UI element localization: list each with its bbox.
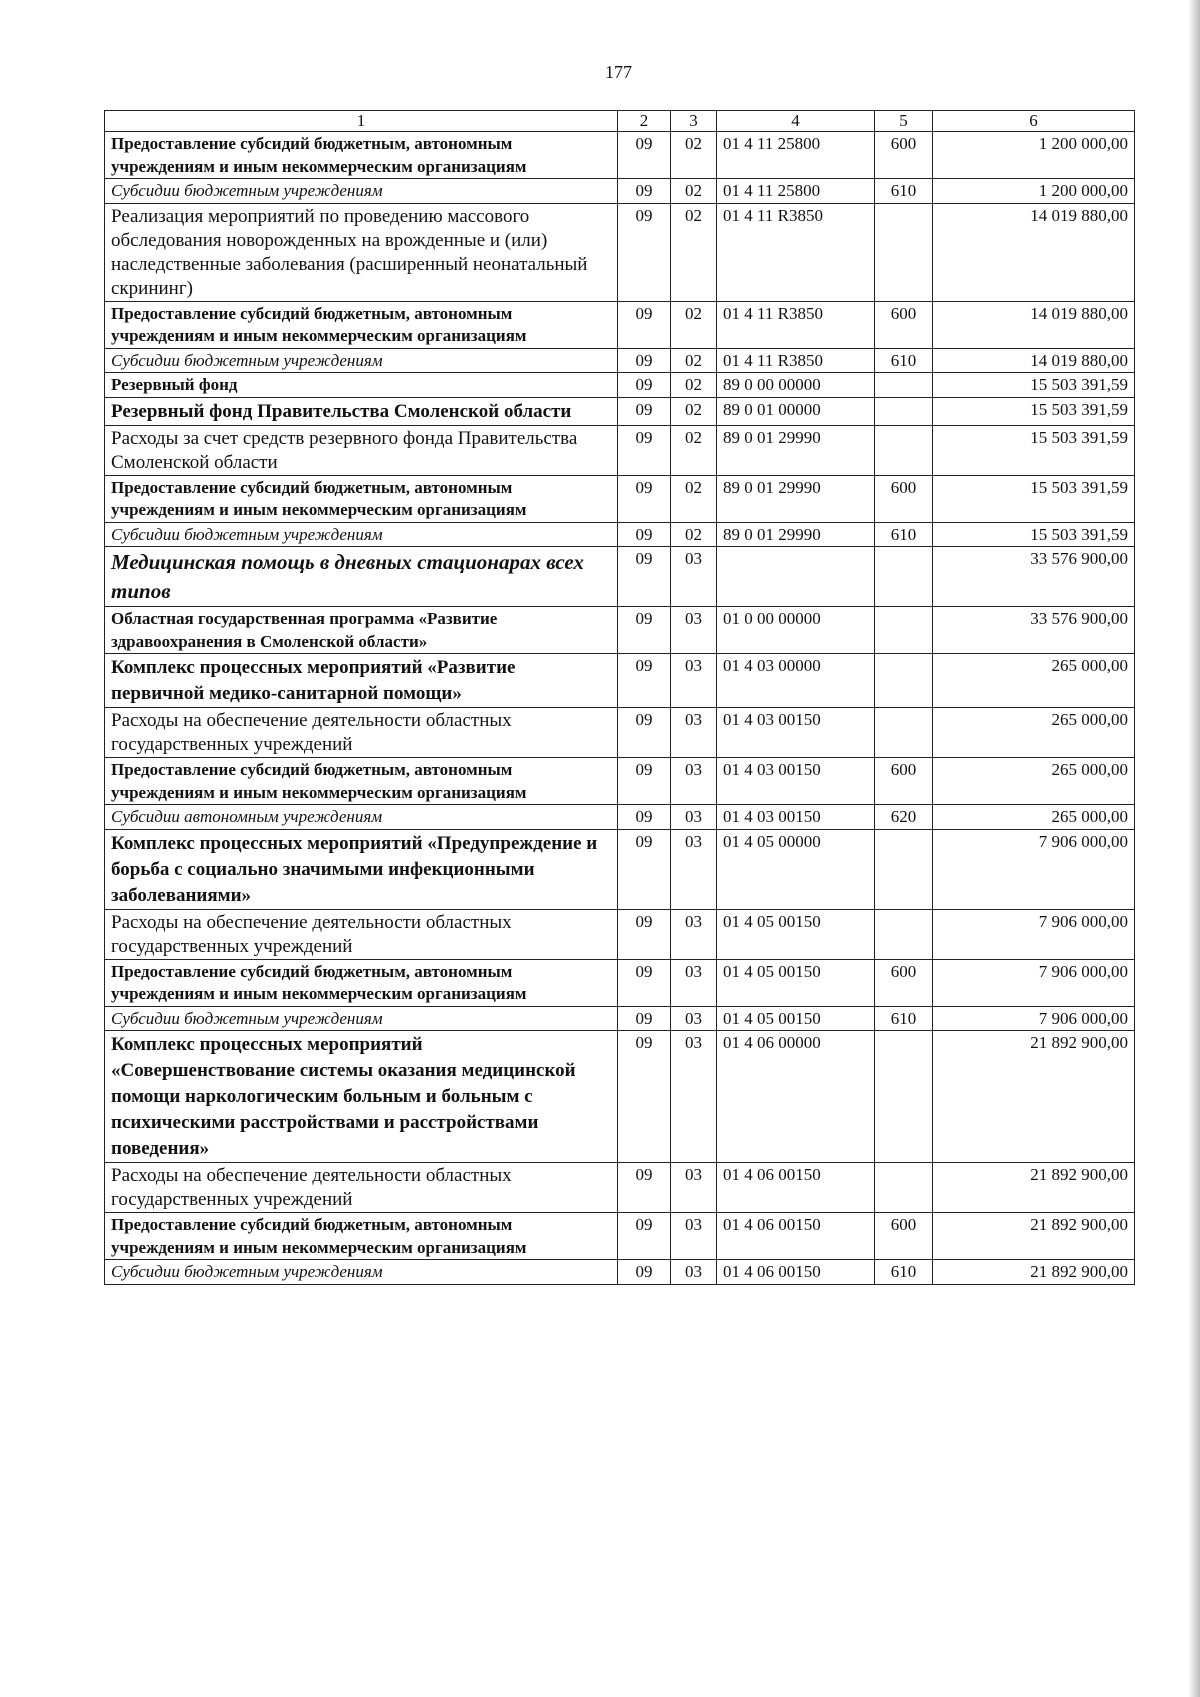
- amount-cell: 1 200 000,00: [933, 132, 1135, 179]
- row-name-cell: Предоставление субсидий бюджетным, автономным учреждениям и иным некоммерческим организациям: [105, 475, 618, 522]
- target-article-cell: 01 4 11 25800: [717, 179, 875, 204]
- page-number: 177: [605, 62, 632, 82]
- expense-type-cell: 610: [875, 522, 933, 547]
- expense-type-cell: 610: [875, 348, 933, 373]
- subsection-code-cell: 03: [671, 1031, 717, 1163]
- section-code-cell: 09: [618, 373, 671, 398]
- subsection-code-cell: 02: [671, 348, 717, 373]
- section-code-cell: 09: [618, 348, 671, 373]
- table-row: [105, 348, 1135, 373]
- subsection-code-cell: 03: [671, 805, 717, 830]
- expense-type-cell: [875, 909, 933, 959]
- target-article-cell: 01 4 03 00150: [717, 758, 875, 805]
- header-cell-3: 3: [671, 111, 717, 132]
- target-article-cell: 01 4 06 00150: [717, 1213, 875, 1260]
- header-cell-5: 5: [875, 111, 933, 132]
- table-row: [105, 425, 1135, 475]
- subsection-code-cell: 03: [671, 758, 717, 805]
- amount-cell: 21 892 900,00: [933, 1163, 1135, 1213]
- table-row: [105, 909, 1135, 959]
- expense-type-cell: 610: [875, 1006, 933, 1031]
- row-name-cell: Субсидии бюджетным учреждениям: [105, 179, 618, 204]
- section-code-cell: 09: [618, 1006, 671, 1031]
- section-code-cell: 09: [618, 547, 671, 607]
- amount-cell: 14 019 880,00: [933, 203, 1135, 301]
- expense-type-cell: 610: [875, 179, 933, 204]
- subsection-code-cell: 02: [671, 397, 717, 425]
- row-name-cell: Субсидии автономным учреждениям: [105, 805, 618, 830]
- row-name-cell: Реализация мероприятий по проведению массового обследования новорожденных на врожденные и (или) наследственные заболевания (расширенный неонатальный скрининг): [105, 203, 618, 301]
- row-name-cell: Субсидии бюджетным учреждениям: [105, 348, 618, 373]
- section-code-cell: 09: [618, 301, 671, 348]
- subsection-code-cell: 02: [671, 301, 717, 348]
- section-code-cell: 09: [618, 829, 671, 909]
- table-row: [105, 654, 1135, 708]
- table-row: [105, 373, 1135, 398]
- amount-cell: 7 906 000,00: [933, 829, 1135, 909]
- scan-edge-shadow: [1188, 0, 1200, 1697]
- amount-cell: 21 892 900,00: [933, 1031, 1135, 1163]
- target-article-cell: 01 4 11 R3850: [717, 348, 875, 373]
- expense-type-cell: [875, 397, 933, 425]
- row-name-cell: Расходы на обеспечение деятельности областных государственных учреждений: [105, 909, 618, 959]
- subsection-code-cell: 03: [671, 959, 717, 1006]
- target-article-cell: 01 4 11 R3850: [717, 301, 875, 348]
- row-name-cell: Резервный фонд Правительства Смоленской области: [105, 397, 618, 425]
- subsection-code-cell: 03: [671, 708, 717, 758]
- amount-cell: 265 000,00: [933, 758, 1135, 805]
- table-row: [105, 522, 1135, 547]
- table-row: [105, 132, 1135, 179]
- subsection-code-cell: 03: [671, 607, 717, 654]
- amount-cell: 7 906 000,00: [933, 959, 1135, 1006]
- amount-cell: 15 503 391,59: [933, 397, 1135, 425]
- amount-cell: 7 906 000,00: [933, 1006, 1135, 1031]
- expense-type-cell: 600: [875, 758, 933, 805]
- expense-type-cell: [875, 203, 933, 301]
- table-row: [105, 547, 1135, 607]
- target-article-cell: 01 4 03 00150: [717, 805, 875, 830]
- amount-cell: 265 000,00: [933, 708, 1135, 758]
- section-code-cell: 09: [618, 654, 671, 708]
- target-article-cell: 01 4 05 00150: [717, 909, 875, 959]
- expense-type-cell: [875, 607, 933, 654]
- row-name-cell: Областная государственная программа «Развитие здравоохранения в Смоленской области»: [105, 607, 618, 654]
- target-article-cell: 89 0 01 29990: [717, 522, 875, 547]
- expense-type-cell: [875, 829, 933, 909]
- expense-type-cell: [875, 425, 933, 475]
- row-name-cell: Субсидии бюджетным учреждениям: [105, 1260, 618, 1285]
- table-row: [105, 805, 1135, 830]
- amount-cell: 265 000,00: [933, 805, 1135, 830]
- header-cell-4: 4: [717, 111, 875, 132]
- expense-type-cell: [875, 1163, 933, 1213]
- section-code-cell: 09: [618, 475, 671, 522]
- section-code-cell: 09: [618, 959, 671, 1006]
- section-code-cell: 09: [618, 397, 671, 425]
- amount-cell: 14 019 880,00: [933, 348, 1135, 373]
- amount-cell: 15 503 391,59: [933, 475, 1135, 522]
- section-code-cell: 09: [618, 179, 671, 204]
- subsection-code-cell: 02: [671, 179, 717, 204]
- row-name-cell: Предоставление субсидий бюджетным, автономным учреждениям и иным некоммерческим организациям: [105, 758, 618, 805]
- section-code-cell: 09: [618, 132, 671, 179]
- target-article-cell: 01 4 05 00150: [717, 959, 875, 1006]
- expense-type-cell: [875, 373, 933, 398]
- target-article-cell: 89 0 01 29990: [717, 425, 875, 475]
- row-name-cell: Предоставление субсидий бюджетным, автономным учреждениям и иным некоммерческим организациям: [105, 959, 618, 1006]
- target-article-cell: 01 4 06 00150: [717, 1163, 875, 1213]
- section-code-cell: 09: [618, 1163, 671, 1213]
- subsection-code-cell: 03: [671, 1213, 717, 1260]
- amount-cell: 21 892 900,00: [933, 1213, 1135, 1260]
- row-name-cell: Предоставление субсидий бюджетным, автономным учреждениям и иным некоммерческим организациям: [105, 132, 618, 179]
- expense-type-cell: 600: [875, 475, 933, 522]
- subsection-code-cell: 02: [671, 203, 717, 301]
- subsection-code-cell: 02: [671, 425, 717, 475]
- subsection-code-cell: 03: [671, 1006, 717, 1031]
- section-code-cell: 09: [618, 203, 671, 301]
- subsection-code-cell: 03: [671, 829, 717, 909]
- header-cell-6: 6: [933, 111, 1135, 132]
- section-code-cell: 09: [618, 708, 671, 758]
- target-article-cell: [717, 547, 875, 607]
- amount-cell: 265 000,00: [933, 654, 1135, 708]
- target-article-cell: 01 4 05 00150: [717, 1006, 875, 1031]
- row-name-cell: Расходы на обеспечение деятельности областных государственных учреждений: [105, 1163, 618, 1213]
- amount-cell: 33 576 900,00: [933, 547, 1135, 607]
- table-row: [105, 475, 1135, 522]
- expense-type-cell: [875, 1031, 933, 1163]
- amount-cell: 15 503 391,59: [933, 425, 1135, 475]
- table-row: [105, 1213, 1135, 1260]
- target-article-cell: 01 4 03 00150: [717, 708, 875, 758]
- row-name-cell: Комплекс процессных мероприятий «Совершенствование системы оказания медицинской помощи наркологическим больным и больным с психическими расстройствами и расстройствами поведения»: [105, 1031, 618, 1163]
- section-code-cell: 09: [618, 522, 671, 547]
- expense-type-cell: 600: [875, 301, 933, 348]
- table-row: [105, 829, 1135, 909]
- target-article-cell: 01 4 06 00000: [717, 1031, 875, 1163]
- expense-type-cell: 600: [875, 132, 933, 179]
- section-code-cell: 09: [618, 805, 671, 830]
- section-code-cell: 09: [618, 425, 671, 475]
- table-row: [105, 1031, 1135, 1163]
- expense-type-cell: 610: [875, 1260, 933, 1285]
- target-article-cell: 89 0 01 00000: [717, 397, 875, 425]
- target-article-cell: 01 4 05 00000: [717, 829, 875, 909]
- target-article-cell: 01 4 03 00000: [717, 654, 875, 708]
- expense-type-cell: 600: [875, 959, 933, 1006]
- table-row: [105, 301, 1135, 348]
- section-code-cell: 09: [618, 758, 671, 805]
- section-code-cell: 09: [618, 1260, 671, 1285]
- section-code-cell: 09: [618, 1213, 671, 1260]
- subsection-code-cell: 03: [671, 1260, 717, 1285]
- header-cell-2: 2: [618, 111, 671, 132]
- section-code-cell: 09: [618, 909, 671, 959]
- subsection-code-cell: 03: [671, 547, 717, 607]
- row-name-cell: Субсидии бюджетным учреждениям: [105, 1006, 618, 1031]
- amount-cell: 1 200 000,00: [933, 179, 1135, 204]
- amount-cell: 15 503 391,59: [933, 522, 1135, 547]
- row-name-cell: Предоставление субсидий бюджетным, автономным учреждениям и иным некоммерческим организациям: [105, 301, 618, 348]
- header-cell-1: 1: [105, 111, 618, 132]
- subsection-code-cell: 02: [671, 132, 717, 179]
- amount-cell: 15 503 391,59: [933, 373, 1135, 398]
- expense-type-cell: 620: [875, 805, 933, 830]
- row-name-cell: Резервный фонд: [105, 373, 618, 398]
- subsection-code-cell: 02: [671, 373, 717, 398]
- row-name-cell: Субсидии бюджетным учреждениям: [105, 522, 618, 547]
- row-name-cell: Предоставление субсидий бюджетным, автономным учреждениям и иным некоммерческим организациям: [105, 1213, 618, 1260]
- expense-type-cell: [875, 547, 933, 607]
- budget-table-body: [105, 111, 1135, 1285]
- amount-cell: 7 906 000,00: [933, 909, 1135, 959]
- subsection-code-cell: 02: [671, 475, 717, 522]
- table-header-row: [105, 111, 1135, 132]
- table-row: [105, 708, 1135, 758]
- table-row: [105, 758, 1135, 805]
- amount-cell: 21 892 900,00: [933, 1260, 1135, 1285]
- row-name-cell: Расходы на обеспечение деятельности областных государственных учреждений: [105, 708, 618, 758]
- target-article-cell: 01 0 00 00000: [717, 607, 875, 654]
- table-row: [105, 959, 1135, 1006]
- table-row: [105, 179, 1135, 204]
- expense-type-cell: 600: [875, 1213, 933, 1260]
- amount-cell: 33 576 900,00: [933, 607, 1135, 654]
- target-article-cell: 01 4 11 25800: [717, 132, 875, 179]
- target-article-cell: 01 4 11 R3850: [717, 203, 875, 301]
- expense-type-cell: [875, 654, 933, 708]
- target-article-cell: 89 0 00 00000: [717, 373, 875, 398]
- table-row: [105, 397, 1135, 425]
- section-code-cell: 09: [618, 1031, 671, 1163]
- table-row: [105, 607, 1135, 654]
- expense-type-cell: [875, 708, 933, 758]
- subsection-code-cell: 02: [671, 522, 717, 547]
- subsection-code-cell: 03: [671, 1163, 717, 1213]
- target-article-cell: 01 4 06 00150: [717, 1260, 875, 1285]
- target-article-cell: 89 0 01 29990: [717, 475, 875, 522]
- budget-table: [104, 110, 1135, 1285]
- row-name-cell: Комплекс процессных мероприятий «Развитие первичной медико-санитарной помощи»: [105, 654, 618, 708]
- table-row: [105, 1163, 1135, 1213]
- table-row: [105, 203, 1135, 301]
- subsection-code-cell: 03: [671, 654, 717, 708]
- section-code-cell: 09: [618, 607, 671, 654]
- amount-cell: 14 019 880,00: [933, 301, 1135, 348]
- table-row: [105, 1006, 1135, 1031]
- row-name-cell: Комплекс процессных мероприятий «Предупреждение и борьба с социально значимыми инфекционными заболеваниями»: [105, 829, 618, 909]
- subsection-code-cell: 03: [671, 909, 717, 959]
- table-row: [105, 1260, 1135, 1285]
- row-name-cell: Расходы за счет средств резервного фонда Правительства Смоленской области: [105, 425, 618, 475]
- row-name-cell: Медицинская помощь в дневных стационарах всех типов: [105, 547, 618, 607]
